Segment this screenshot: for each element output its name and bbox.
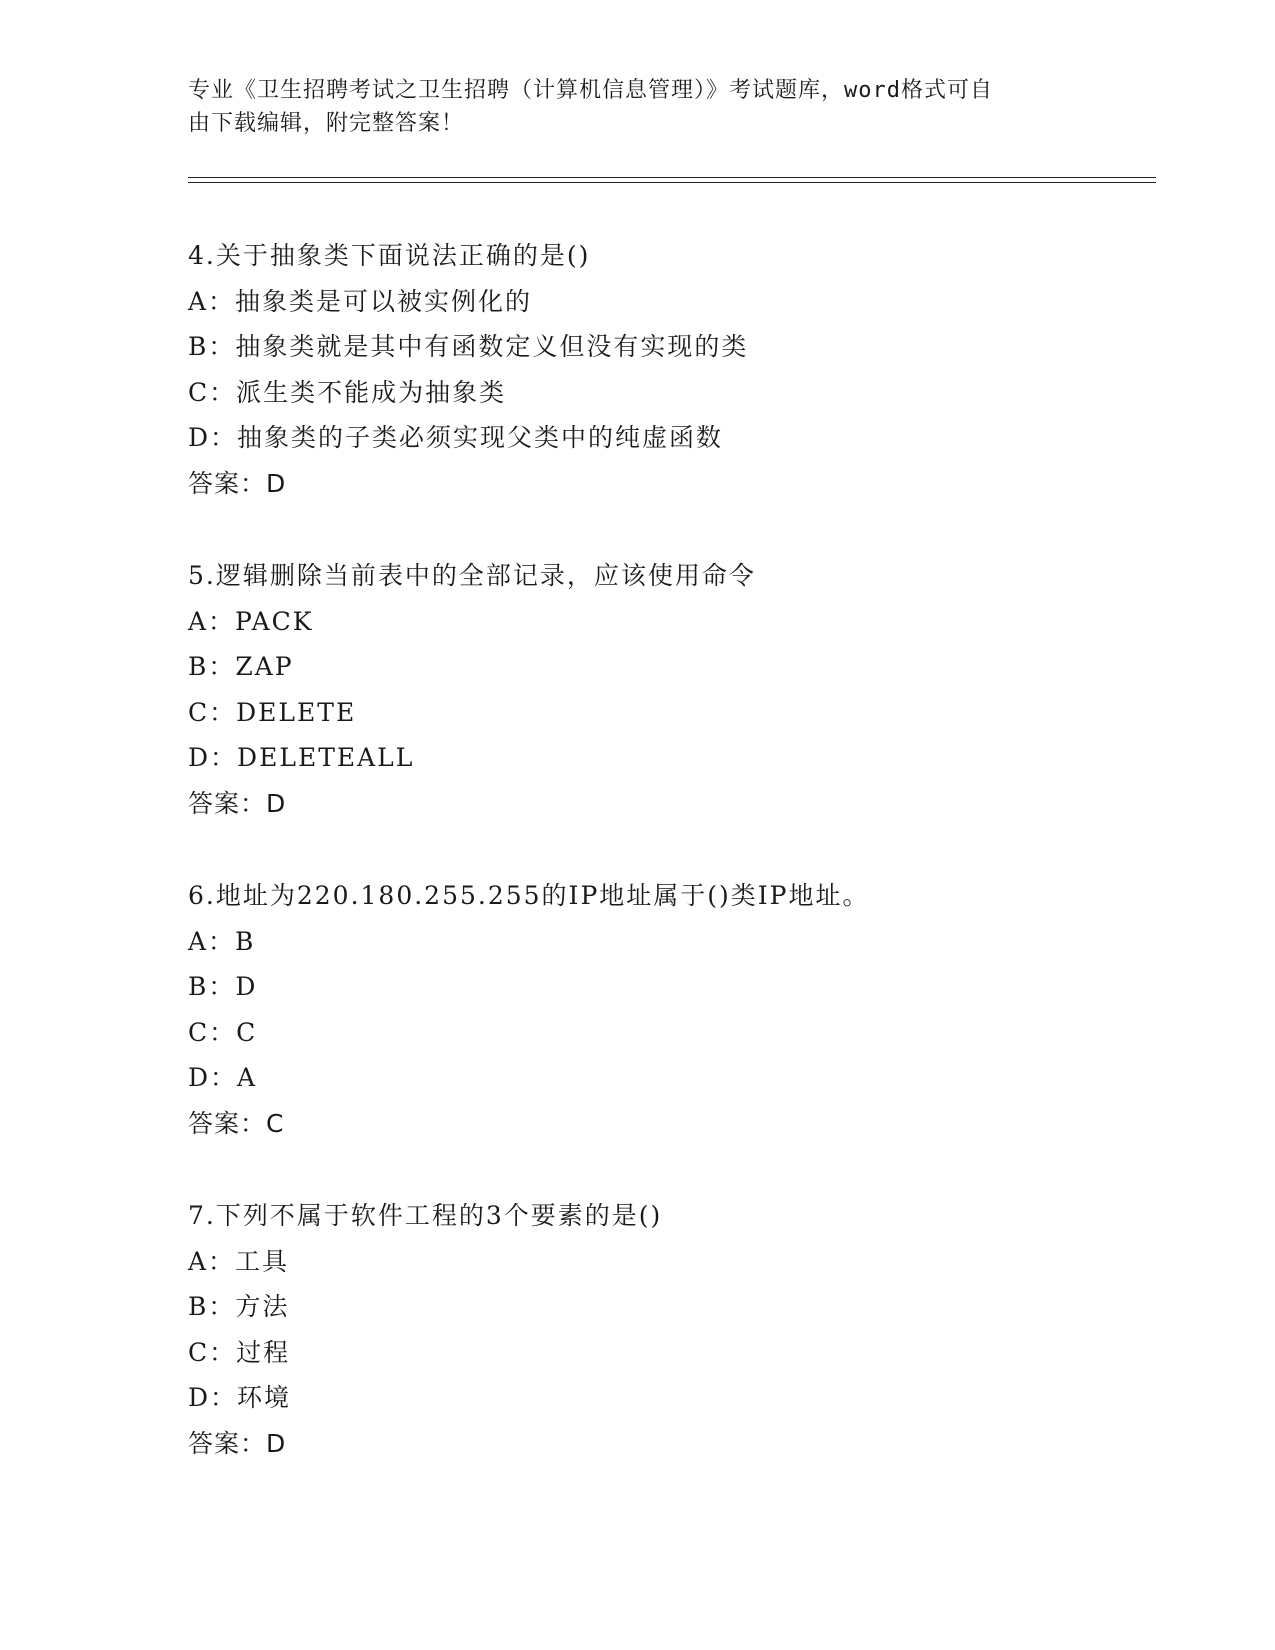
question-4 — [188, 233, 1148, 507]
option-c: C：过程 — [188, 1337, 291, 1367]
option-a: A：抽象类是可以被实例化的 — [188, 286, 533, 316]
answer-label: 答案：D — [188, 468, 287, 498]
answer-label: 答案：D — [188, 788, 287, 818]
option-c: C：派生类不能成为抽象类 — [188, 377, 507, 407]
option-d: D：DELETEALL — [188, 743, 415, 773]
option-b: B：ZAP — [188, 652, 294, 682]
option-d: D：抽象类的子类必须实现父类中的纯虚函数 — [188, 423, 724, 453]
option-d: D：环境 — [188, 1383, 292, 1413]
option-b: B：方法 — [188, 1292, 290, 1322]
question-6 — [188, 873, 1148, 1147]
question-stem: 6.地址为220.180.255.255的IP地址属于()类IP地址。 — [188, 881, 870, 910]
answer-label: 答案：C — [188, 1108, 285, 1138]
option-b: B：抽象类就是其中有函数定义但没有实现的类 — [188, 332, 749, 362]
question-stem: 4.关于抽象类下面说法正确的是() — [188, 241, 591, 270]
option-a: A：工具 — [188, 1246, 290, 1276]
answer-label: 答案：D — [188, 1428, 287, 1458]
header-line-2: 由下载编辑，附完整答案！ — [188, 111, 465, 136]
question-7 — [188, 1193, 1148, 1467]
header-rule-top — [188, 177, 1156, 178]
option-a: A：PACK — [188, 606, 314, 636]
document-header — [188, 74, 1088, 140]
option-a: A：B — [188, 926, 256, 956]
question-5 — [188, 553, 1148, 827]
question-stem: 5.逻辑删除当前表中的全部记录，应该使用命令 — [188, 561, 756, 590]
header-line-1: 专业《卫生招聘考试之卫生招聘（计算机信息管理）》考试题库，word格式可自 — [188, 78, 993, 103]
option-b: B：D — [188, 972, 258, 1002]
question-stem: 7.下列不属于软件工程的3个要素的是() — [188, 1201, 663, 1230]
option-d: D：A — [188, 1063, 258, 1093]
option-c: C：DELETE — [188, 697, 357, 727]
header-rule-bottom — [188, 182, 1156, 183]
option-c: C：C — [188, 1017, 258, 1047]
